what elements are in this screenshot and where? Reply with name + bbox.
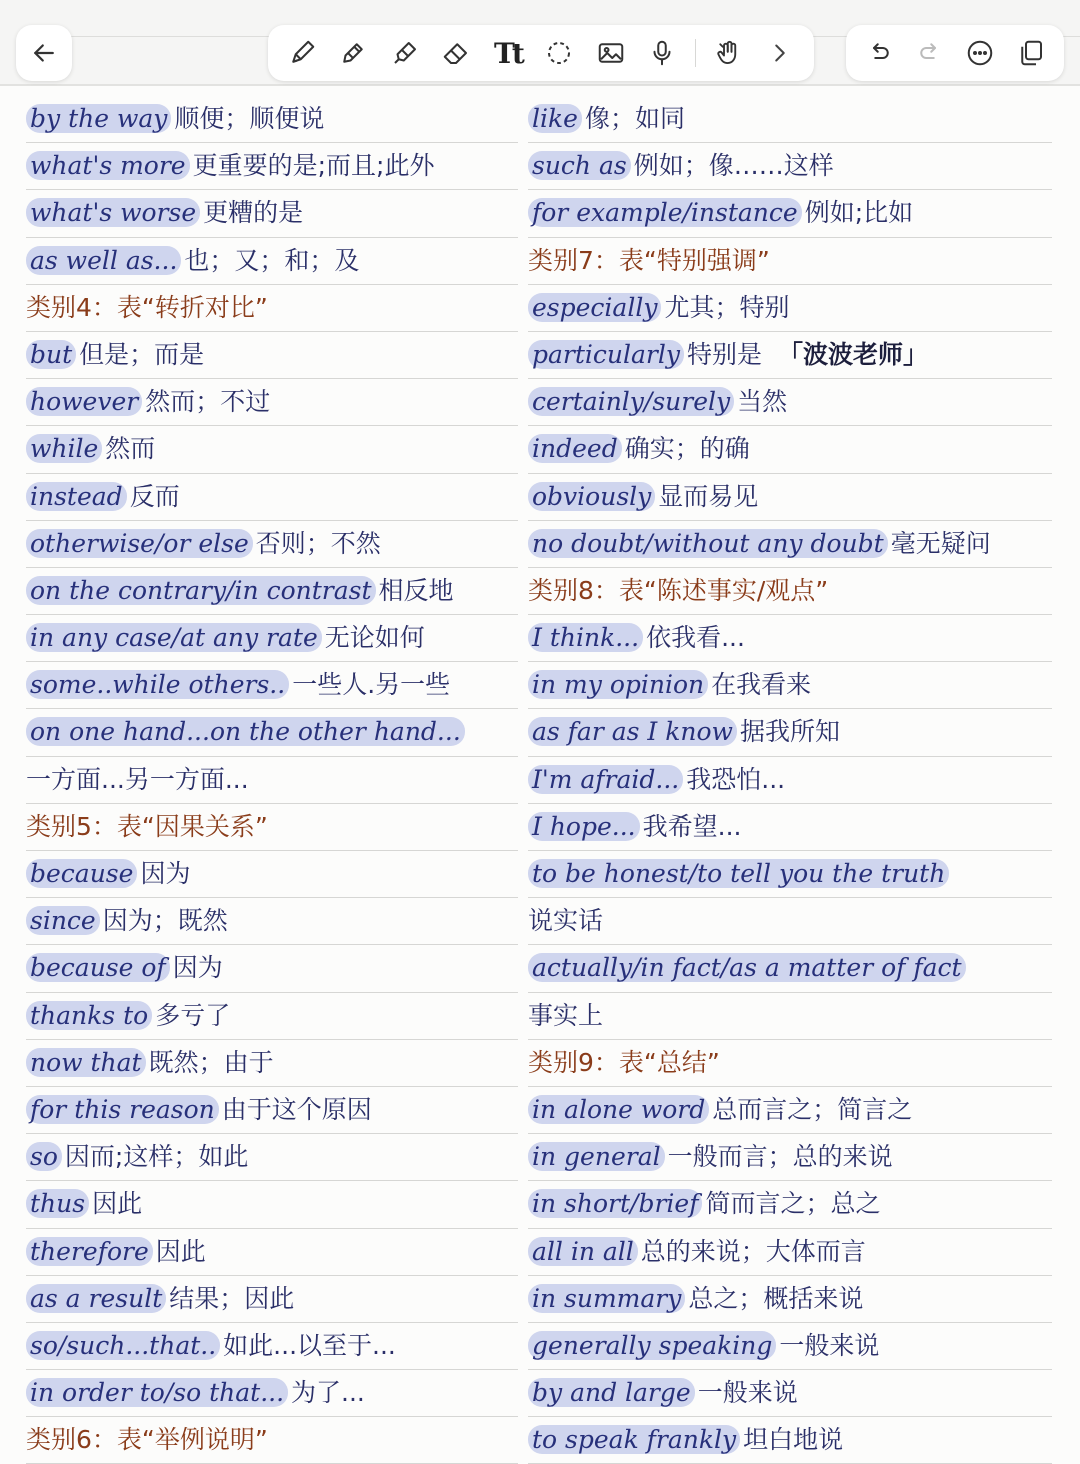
english-phrase: no doubt/without any doubt <box>528 529 888 558</box>
english-phrase: by and large <box>528 1378 695 1407</box>
chinese-meaning: 但是；而是 <box>79 339 205 369</box>
chinese-meaning: 多亏了 <box>155 1000 231 1030</box>
chinese-meaning: 因而;这样；如此 <box>64 1142 249 1172</box>
category-heading <box>26 285 518 332</box>
phrase-line <box>26 1134 518 1181</box>
hand-touch-icon[interactable] <box>710 34 748 72</box>
english-phrase: for this reason <box>26 1095 219 1124</box>
chinese-meaning: 更重要的是;而且;此外 <box>192 151 435 181</box>
back-button[interactable] <box>16 25 72 81</box>
chinese-meaning: 一般而言；总的来说 <box>667 1142 893 1172</box>
chinese-meaning: 在我看来 <box>711 670 812 700</box>
chinese-meaning: 说实话 <box>528 906 604 936</box>
phrase-line <box>528 1370 1052 1417</box>
phrase-line <box>26 615 518 662</box>
chinese-meaning: 一般来说 <box>779 1330 880 1360</box>
left-column <box>26 96 518 1464</box>
chinese-meaning: 然而 <box>105 434 156 464</box>
english-phrase: such as <box>528 151 631 180</box>
category-label: 类别6：表“举例说明” <box>26 1425 268 1455</box>
chinese-meaning: 像；如同 <box>584 104 685 133</box>
english-phrase: in any case/at any rate <box>26 623 322 652</box>
phrase-line <box>26 1370 518 1417</box>
english-phrase: in my opinion <box>528 670 708 699</box>
category-heading <box>528 568 1052 615</box>
english-phrase: while <box>26 434 102 463</box>
chinese-meaning: 因为 <box>140 859 191 888</box>
chinese-meaning: 坦白地说 <box>743 1425 844 1455</box>
english-phrase: now that <box>26 1048 146 1077</box>
chinese-meaning: 我恐怕... <box>686 764 786 794</box>
phrase-line <box>528 851 1052 898</box>
phrase-line <box>528 1134 1052 1181</box>
phrase-line <box>26 426 518 473</box>
phrase-line <box>26 190 518 237</box>
phrase-line <box>26 238 518 285</box>
drawing-tools <box>268 25 814 81</box>
phrase-line <box>528 1417 1052 1464</box>
category-label: 类别8：表“陈述事实/观点” <box>528 575 829 605</box>
phrase-line <box>528 945 1052 992</box>
pen-icon[interactable] <box>283 34 321 72</box>
phrase-line <box>528 804 1052 851</box>
english-phrase: since <box>26 906 100 935</box>
more-icon[interactable] <box>961 34 999 72</box>
phrase-line <box>26 521 518 568</box>
english-phrase: obviously <box>528 482 655 511</box>
category-label: 类别5：表“因果关系” <box>26 811 268 841</box>
chevron-right-icon[interactable] <box>761 34 799 72</box>
phrase-line <box>26 332 518 379</box>
chinese-meaning: 因此 <box>155 1236 206 1266</box>
chinese-meaning: 我希望... <box>642 811 742 841</box>
english-phrase: because of <box>26 953 170 982</box>
english-phrase: certainly/surely <box>528 387 734 416</box>
note-page[interactable] <box>0 84 1080 1455</box>
lasso-icon[interactable] <box>540 34 578 72</box>
category-heading <box>528 1040 1052 1087</box>
english-phrase: all in all <box>528 1237 638 1266</box>
english-phrase: as well as... <box>26 246 181 275</box>
phrase-line <box>26 757 518 804</box>
phrase-line <box>528 1276 1052 1323</box>
phrase-line <box>26 474 518 521</box>
english-phrase: in summary <box>528 1284 685 1313</box>
english-phrase: by the way <box>26 104 171 133</box>
english-phrase: in short/brief <box>528 1189 702 1218</box>
english-phrase: in order to/so that... <box>26 1378 288 1407</box>
english-phrase: especially <box>528 293 661 322</box>
english-phrase: so <box>26 1142 62 1171</box>
phrase-line <box>26 898 518 945</box>
phrase-line <box>528 615 1052 662</box>
english-phrase: therefore <box>26 1237 153 1266</box>
chinese-meaning: 总之；概括来说 <box>688 1283 864 1313</box>
chinese-meaning: 因为；既然 <box>102 906 228 936</box>
chinese-meaning: 总的来说；大体而言 <box>640 1236 866 1266</box>
chinese-meaning: 例如;比如 <box>804 198 914 228</box>
chinese-meaning: 更糟的是 <box>203 198 304 228</box>
category-label: 类别9：表“总结” <box>528 1047 720 1077</box>
phrase-line <box>528 96 1052 143</box>
right-column <box>528 96 1052 1464</box>
chinese-meaning: 特别是 <box>686 339 762 369</box>
english-phrase: I think... <box>528 623 643 652</box>
back-arrow-icon <box>25 34 63 72</box>
english-phrase: in general <box>528 1142 665 1171</box>
phrase-line <box>26 709 518 756</box>
phrase-line <box>528 426 1052 473</box>
phrase-line <box>528 190 1052 237</box>
phrase-line <box>26 1323 518 1370</box>
phrase-line <box>528 1087 1052 1134</box>
chinese-meaning: 一方面...另一方面... <box>26 764 249 794</box>
phrase-line <box>26 1229 518 1276</box>
phrase-line <box>528 285 1052 332</box>
phrase-line <box>26 1276 518 1323</box>
toolbar <box>0 0 1080 86</box>
english-phrase: because <box>26 859 137 888</box>
english-phrase: however <box>26 387 142 416</box>
chinese-meaning: 毫无疑问 <box>890 528 991 558</box>
english-phrase: thanks to <box>26 1001 152 1030</box>
chinese-meaning: 结果；因此 <box>169 1283 295 1313</box>
chinese-meaning: 既然；由于 <box>148 1047 274 1077</box>
phrase-line <box>528 757 1052 804</box>
chinese-meaning: 显而易见 <box>658 481 759 511</box>
english-phrase: actually/in fact/as a matter of fact <box>528 953 966 982</box>
microphone-icon[interactable] <box>643 34 681 72</box>
phrase-line <box>528 898 1052 945</box>
phrase-line <box>26 945 518 992</box>
phrase-line <box>26 1181 518 1228</box>
chinese-meaning: 据我所知 <box>739 717 840 747</box>
author-tag: 「波波老师」 <box>778 339 929 369</box>
phrase-line <box>528 993 1052 1040</box>
english-phrase: to speak frankly <box>528 1425 740 1454</box>
text-tool-label: Tt <box>494 36 522 70</box>
chinese-meaning: 一般来说 <box>697 1378 798 1408</box>
phrase-line <box>26 379 518 426</box>
chinese-meaning: 也；又；和；及 <box>184 245 360 275</box>
english-phrase: otherwise/or else <box>26 529 253 558</box>
english-phrase: what's more <box>26 151 190 180</box>
chinese-meaning: 总而言之；简言之 <box>712 1094 913 1124</box>
chinese-meaning: 事实上 <box>528 1000 604 1030</box>
phrase-line <box>528 379 1052 426</box>
phrase-line <box>528 332 1052 379</box>
chinese-meaning: 尤其；特别 <box>664 292 790 322</box>
copy-icon[interactable] <box>1012 34 1050 72</box>
chinese-meaning: 确实；的确 <box>624 434 750 464</box>
phrase-line <box>26 662 518 709</box>
english-phrase: as far as I know <box>528 717 737 746</box>
english-phrase: but <box>26 340 76 369</box>
chinese-meaning: 例如；像……这样 <box>633 151 834 181</box>
eraser-icon[interactable] <box>437 34 475 72</box>
phrase-line <box>26 568 518 615</box>
highlighter-icon[interactable] <box>386 34 424 72</box>
english-phrase: as a result <box>26 1284 166 1313</box>
english-phrase: instead <box>26 482 127 511</box>
phrase-line <box>26 993 518 1040</box>
toolbar-separator <box>695 39 696 67</box>
chinese-meaning: 一些人.另一些 <box>292 670 451 700</box>
phrase-line <box>26 1087 518 1134</box>
chinese-meaning: 如此...以至于... <box>223 1330 396 1360</box>
phrase-line <box>26 96 518 143</box>
phrase-line <box>26 1040 518 1087</box>
english-phrase: for example/instance <box>528 198 802 227</box>
chinese-meaning: 由于这个原因 <box>221 1094 372 1124</box>
chinese-meaning: 当然 <box>737 387 788 417</box>
phrase-line <box>26 143 518 190</box>
phrase-line <box>528 1323 1052 1370</box>
redo-icon[interactable] <box>911 34 949 72</box>
phrase-line <box>528 1229 1052 1276</box>
english-phrase: particularly <box>528 340 684 369</box>
chinese-meaning: 简而言之；总之 <box>705 1189 881 1219</box>
category-heading <box>528 238 1052 285</box>
phrase-line <box>528 521 1052 568</box>
phrase-line <box>26 851 518 898</box>
chinese-meaning: 顺便；顺便说 <box>174 104 325 133</box>
category-heading <box>26 1417 518 1464</box>
english-phrase: like <box>528 104 582 133</box>
english-phrase: some..while others.. <box>26 670 289 699</box>
phrase-line <box>528 662 1052 709</box>
english-phrase: I hope... <box>528 812 640 841</box>
chinese-meaning: 否则；不然 <box>255 528 381 558</box>
undo-icon[interactable] <box>860 34 898 72</box>
english-phrase: what's worse <box>26 198 200 227</box>
category-label: 类别4：表“转折对比” <box>26 292 268 322</box>
chinese-meaning: 因为 <box>172 953 223 983</box>
chinese-meaning: 相反地 <box>378 575 454 605</box>
page-actions <box>846 25 1064 81</box>
category-label: 类别7：表“特别强调” <box>528 245 770 275</box>
text-tool-icon[interactable] <box>489 34 527 72</box>
english-phrase: I'm afraid... <box>528 765 683 794</box>
phrase-line <box>528 709 1052 756</box>
english-phrase: to be honest/to tell you the truth <box>528 859 949 888</box>
english-phrase: indeed <box>528 434 622 463</box>
english-phrase: on the contrary/in contrast <box>26 576 376 605</box>
phrase-line <box>528 474 1052 521</box>
marker-icon[interactable] <box>334 34 372 72</box>
english-phrase: thus <box>26 1189 89 1218</box>
chinese-meaning: 反而 <box>129 481 180 511</box>
image-icon[interactable] <box>592 34 630 72</box>
english-phrase: generally speaking <box>528 1331 776 1360</box>
chinese-meaning: 然而；不过 <box>145 387 271 417</box>
chinese-meaning: 因此 <box>92 1189 143 1219</box>
english-phrase: on one hand...on the other hand... <box>26 717 465 746</box>
english-phrase: in alone word <box>528 1095 709 1124</box>
phrase-line <box>528 143 1052 190</box>
category-heading <box>26 804 518 851</box>
chinese-meaning: 依我看... <box>646 623 745 653</box>
english-phrase: so/such...that.. <box>26 1331 220 1360</box>
chinese-meaning: 无论如何 <box>324 623 425 653</box>
phrase-line <box>528 1181 1052 1228</box>
chinese-meaning: 为了... <box>291 1378 365 1408</box>
